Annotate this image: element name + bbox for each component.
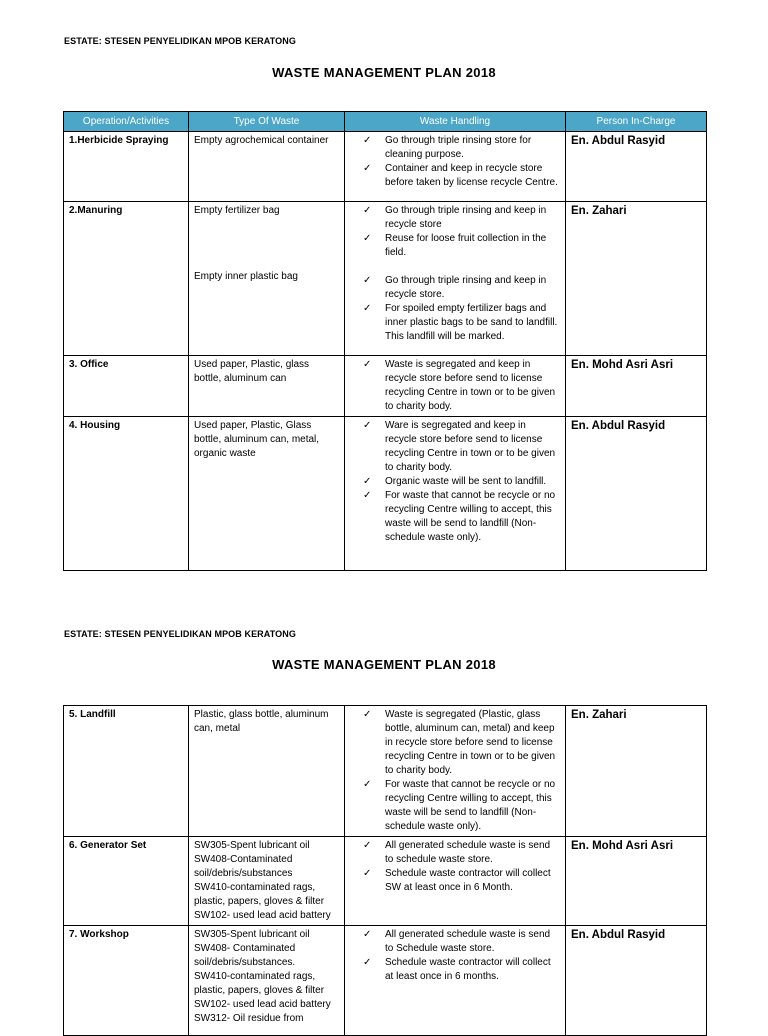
waste-type-line: SW102- used lead acid battery xyxy=(194,910,331,921)
operation-cell: 6. Generator Set xyxy=(64,837,189,926)
table-row xyxy=(64,356,707,417)
handling-item: ✓ All generated schedule waste is send to schedule waste store. xyxy=(363,839,560,867)
handling-item: ✓ For waste that cannot be recycle or no recycling Centre willing to accept, this waste will be send to landfill (Non-schedule waste only). xyxy=(363,489,560,545)
handling-item: ✓ For waste that cannot be recycle or no recycling Centre willing to accept, this waste will be send to landfill (Non-schedule waste only). xyxy=(363,778,560,834)
handling-cell xyxy=(345,706,566,837)
waste-type-cell: Empty agrochemical container xyxy=(189,132,345,202)
table-row xyxy=(64,837,707,926)
person-cell: En. Zahari xyxy=(566,706,707,837)
waste-plan-table-2 xyxy=(63,705,707,1036)
waste-type-line: SW102- used lead acid battery xyxy=(194,999,331,1010)
handling-item: ✓ Go through triple rinsing and keep in recycle store xyxy=(363,204,560,232)
handling-cell xyxy=(345,202,566,356)
waste-type-cell: Used paper, Plastic, glass bottle, aluminum can xyxy=(189,356,345,417)
handling-item: ✓ Go through triple rinsing store for cleaning purpose. xyxy=(363,134,560,162)
handling-item: ✓ Reuse for loose fruit collection in the field. xyxy=(363,232,560,260)
handling-cell xyxy=(345,132,566,202)
waste-type-line: SW408-Contaminated soil/debris/substances xyxy=(194,854,293,879)
handling-item: ✓ Go through triple rinsing and keep in recycle store. xyxy=(363,274,560,302)
handling-item: ✓ Schedule waste contractor will collect SW at least once in 6 Month. xyxy=(363,867,560,895)
handling-item: ✓ Waste is segregated (Plastic, glass bottle, aluminum can, metal) and keep in recycle store before send to license recycling Centre in town or to be given to charity body. xyxy=(363,708,560,778)
waste-type-cell xyxy=(189,202,345,356)
estate-label: ESTATE: STESEN PENYELIDIKAN MPOB KERATONG xyxy=(64,629,296,639)
handling-cell xyxy=(345,926,566,1036)
waste-type-cell: Used paper, Plastic, Glass bottle, aluminum can, metal, organic waste xyxy=(189,417,345,571)
handling-cell xyxy=(345,417,566,571)
waste-type-line: Empty fertilizer bag xyxy=(194,205,280,216)
handling-item: ✓ Waste is segregated and keep in recycle store before send to license recycling Centre in town or to be given to charity body. xyxy=(363,358,560,414)
person-cell: En. Abdul Rasyid xyxy=(566,926,707,1036)
person-cell: En. Mohd Asri Asri xyxy=(566,837,707,926)
waste-type-line: SW410-contaminated rags, plastic, papers, gloves & filter xyxy=(194,882,325,907)
table-row xyxy=(64,706,707,837)
table-row xyxy=(64,132,707,202)
page-title: WASTE MANAGEMENT PLAN 2018 xyxy=(272,65,496,80)
page-title: WASTE MANAGEMENT PLAN 2018 xyxy=(272,657,496,672)
waste-plan-table-1 xyxy=(63,111,707,571)
waste-type-line: SW408- Contaminated soil/debris/substances. xyxy=(194,943,296,968)
waste-type-line: Empty inner plastic bag xyxy=(194,271,298,282)
person-cell: En. Abdul Rasyid xyxy=(566,417,707,571)
handling-cell xyxy=(345,356,566,417)
handling-item: ✓ Container and keep in recycle store before taken by license recycle Centre. xyxy=(363,162,560,190)
waste-type-line: SW410-contaminated rags, plastic, papers, gloves & filter xyxy=(194,971,325,996)
table-row xyxy=(64,417,707,571)
handling-item: ✓ All generated schedule waste is send to Schedule waste store. xyxy=(363,928,560,956)
estate-label: ESTATE: STESEN PENYELIDIKAN MPOB KERATONG xyxy=(64,36,296,46)
table-row xyxy=(64,926,707,1036)
person-cell: En. Mohd Asri Asri xyxy=(566,356,707,417)
table-header-row xyxy=(64,112,707,132)
header-handling: Waste Handling xyxy=(345,112,566,132)
person-cell: En. Abdul Rasyid xyxy=(566,132,707,202)
handling-item: ✓ Organic waste will be sent to landfill. xyxy=(363,475,560,489)
table-row xyxy=(64,202,707,356)
header-type: Type Of Waste xyxy=(189,112,345,132)
handling-item: ✓ Ware is segregated and keep in recycle store before send to license recycling Centre in town or to be given to charity body. xyxy=(363,419,560,475)
operation-cell: 1.Herbicide Spraying xyxy=(64,132,189,202)
person-cell: En. Zahari xyxy=(566,202,707,356)
operation-cell: 5. Landfill xyxy=(64,706,189,837)
waste-type-line: SW305-Spent lubricant oil xyxy=(194,929,310,940)
operation-cell: 3. Office xyxy=(64,356,189,417)
header-person: Person In-Charge xyxy=(566,112,707,132)
handling-cell xyxy=(345,837,566,926)
operation-cell: 7. Workshop xyxy=(64,926,189,1036)
waste-type-cell: Plastic, glass bottle, aluminum can, metal xyxy=(189,706,345,837)
operation-cell: 4. Housing xyxy=(64,417,189,571)
waste-type-line: SW312- Oil residue from xyxy=(194,1013,304,1024)
header-operation: Operation/Activities xyxy=(64,112,189,132)
waste-type-line: SW305-Spent lubricant oil xyxy=(194,840,310,851)
waste-type-cell xyxy=(189,926,345,1036)
waste-type-cell xyxy=(189,837,345,926)
operation-cell: 2.Manuring xyxy=(64,202,189,356)
handling-item: ✓ For spoiled empty fertilizer bags and inner plastic bags to be sand to landfill. This landfill will be marked. xyxy=(363,302,560,344)
handling-item: ✓ Schedule waste contractor will collect at least once in 6 months. xyxy=(363,956,560,984)
